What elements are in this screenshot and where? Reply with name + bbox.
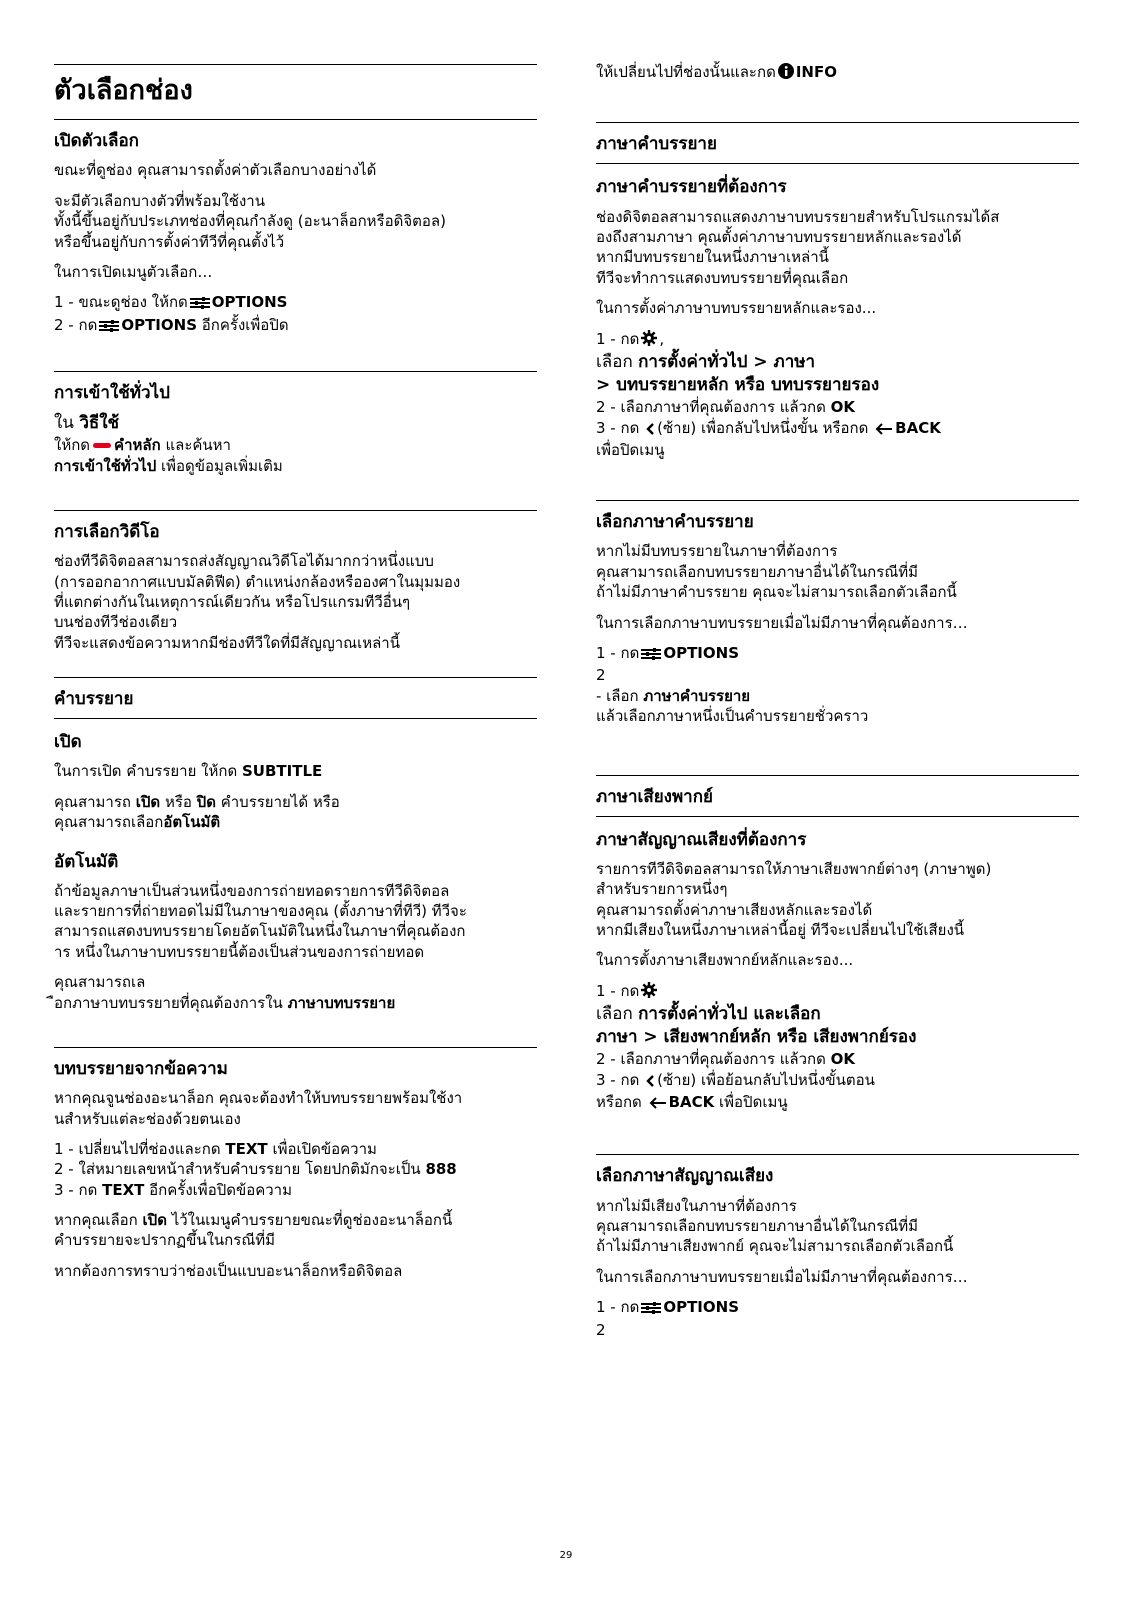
text: 1 - กด	[596, 643, 640, 662]
step-1-line-3: ภาษา > เสียงพากย์หลัก หรือ เสียงพากย์รอง	[596, 1027, 917, 1048]
step-1-line-2	[596, 1003, 1079, 1026]
text: ให้เปลี่ยนไปที่ช่องนั้นและกด	[596, 63, 776, 81]
text: หรือกด	[596, 1093, 642, 1112]
text: 2 - เลือกภาษาที่คุณต้องการ แล้วกด	[596, 398, 826, 417]
gear-icon	[641, 982, 657, 1003]
text: 2 - เลือกภาษาที่คุณต้องการ แล้วกด	[596, 1050, 826, 1069]
bold-text: ภาษาบทบรรยาย	[287, 993, 396, 1012]
text: ใน	[54, 413, 74, 434]
paragraph: หากไม่มีบทบรรยายในภาษาที่ต้องการ คุณสามารถเลือกบทบรรยายภาษาอื่นได้ในกรณีที่มี ถ้าไม่มีภาษาคำบรรยาย คุณจะไม่สามารถเลือกตัวเลือกนี้	[596, 542, 957, 602]
paragraph: ถ้าข้อมูลภาษาเป็นส่วนหนึ่งของการถ่ายทอดรายการทีวีดิจิตอล และรายการที่ถ่ายทอดไม่มีในภาษาของคุณ (ตั้งภาษาที่ทีวี) ทีวีจะ สามารถแสดงบทบรรยายโดยอัตโนมัติในหนึ่งในภาษาที่คุณต้องก าร หนึ่งในภาษาบทบรรยายนี้ต้องเป็นส่วนของการถ่ายทอด	[54, 881, 467, 961]
step-text: อีกครั้งเพื่อปิด	[201, 315, 289, 334]
step-3	[54, 1180, 537, 1200]
step-3-line-2: เพื่อปิดเมนู	[596, 440, 665, 459]
bold-text: ภาษาคำบรรยาย	[643, 686, 751, 705]
text: 3 - กด	[596, 418, 640, 437]
step-1: 1 - กด ,	[596, 329, 1079, 351]
paragraph: ในการเปิดเมนูตัวเลือก…	[54, 263, 213, 282]
paragraph: คุณสามารถเล	[54, 973, 146, 992]
key-label: OPTIONS	[663, 1298, 739, 1317]
text: เพื่อเปิดข้อความ	[272, 1139, 377, 1158]
bold-text: เปิด	[142, 1211, 167, 1230]
accessibility-line-2	[54, 435, 537, 455]
page-title: ตัวเลือกช่อง	[54, 75, 193, 106]
text: ไว้ในเมนูคำบรรยายขณะที่ดูช่องอะนาล็อกนี้	[171, 1211, 453, 1230]
paragraph: ในการตั้งค่าภาษาบทบรรยายหลักและรอง...	[596, 299, 877, 318]
step-1	[54, 1139, 537, 1159]
text: 1 - กด	[596, 1298, 640, 1317]
section-heading-accessibility: การเข้าใช้ทั่วไป	[54, 383, 170, 404]
back-arrow-icon	[875, 420, 893, 440]
section-heading-select-audio: เลือกภาษาสัญญาณเสียง	[596, 1166, 774, 1187]
paragraph: หากต้องการทราบว่าช่องเป็นแบบอะนาล็อกหรือดิจิตอล	[54, 1261, 403, 1280]
step-text: 2 - กด	[54, 315, 98, 334]
back-arrow-icon	[649, 1094, 667, 1114]
section-heading-video-selection: การเลือกวิดีโอ	[54, 522, 160, 543]
paragraph: ในการเลือกภาษาบทบรรยายเมื่อไม่มีภาษาที่คุณต้องการ…	[596, 1267, 968, 1286]
text: 1 - กด	[596, 329, 640, 348]
paragraph: ในการตั้งภาษาเสียงพากย์หลักและรอง...	[596, 951, 854, 970]
text: 1 - กด	[596, 981, 640, 1000]
section-heading-select-subtitle: เลือกภาษาคำบรรยาย	[596, 512, 754, 533]
key-label: BACK	[668, 1093, 715, 1112]
text: ือกภาษาบทบรรยายที่คุณต้องการใน	[54, 993, 283, 1012]
chevron-left-icon	[646, 420, 655, 440]
paragraph: ช่องทีวีดิจิตอลสามารถส่งสัญญาณวิดีโอได้มากกว่าหนึ่งแบบ (การออกอากาศแบบมัลติฟีด) ตำแหน่งกล้องหรือองศาในมุมมอง ที่แตกต่างกันในเหตุการณ์เดียวกัน หรือโปรแกรมทีวีอื่นๆ บนช่องทีวีช่องเดียว ทีวีจะแสดงข้อความหากมีช่องทีวีใดที่มีสัญญาณเหล่านี้	[54, 552, 461, 652]
section-heading-audio-language: ภาษาเสียงพากย์	[596, 786, 713, 807]
key-label: OPTIONS	[211, 293, 288, 312]
step-2	[596, 397, 1079, 417]
text: ให้กด	[54, 436, 91, 455]
step-2	[54, 315, 537, 337]
subheading-preferred-subtitle: ภาษาคำบรรยายที่ต้องการ	[596, 177, 787, 198]
subheading-auto: อัตโนมัติ	[54, 851, 119, 872]
steps-list	[54, 1139, 537, 1200]
text: และค้นหา	[165, 436, 231, 455]
key-label: OPTIONS	[663, 643, 739, 662]
section-heading-text-subtitles: บทบรรยายจากข้อความ	[54, 1059, 228, 1080]
text: เลือก	[596, 1004, 633, 1025]
step-1	[596, 1297, 1079, 1319]
paragraph: ช่องดิจิตอลสามารถแสดงภาษาบทบรรยายสำหรับโปรแกรมได้ส องถึงสามภาษา คุณตั้งค่าภาษาบทบรรยายหลักและรองได้ หากมีบทบรรยายในหนึ่งภาษาเหล่านี้ ทีวีจะทำการแสดงบทบรรยายที่คุณเลือก	[596, 207, 1000, 287]
step-1	[596, 643, 1079, 665]
bold-text: การตั้งค่าทั่วไป และเลือก	[638, 1004, 821, 1025]
key-label: 888	[425, 1160, 457, 1179]
paragraph: จะมีตัวเลือกบางตัวที่พร้อมใช้งาน ทั้งนี้ขึ้นอยู่กับประเภทช่องที่คุณกำลังดู (อะนาล็อกหรือดิจิตอล) หรือขึ้นอยู่กับการตั้งค่าทีวีที่คุณตั้งไว้	[54, 191, 446, 251]
text: คุณสามารถ	[54, 792, 131, 811]
section-heading-subtitle-language: ภาษาคำบรรยาย	[596, 134, 717, 155]
paragraph	[54, 1210, 537, 1230]
key-label: OK	[830, 398, 856, 417]
step-1-line-3: > บทบรรยายหลัก หรือ บทบรรยายรอง	[596, 375, 880, 396]
chevron-left-icon	[646, 1072, 655, 1092]
text: เพื่อดูข้อมูลเพิ่มเติม	[161, 456, 283, 475]
text: (ซ้าย) เพื่อกลับไปหนึ่งขั้น หรือกด	[657, 418, 869, 437]
step-text: 1 - ขณะดูช่อง ให้กด	[54, 293, 188, 312]
bold-text: วิธีใช้	[79, 413, 120, 434]
continued-line	[596, 62, 1079, 84]
bold-text: ปิด	[196, 792, 216, 811]
subheading-preferred-audio: ภาษาสัญญาณเสียงที่ต้องการ	[596, 829, 807, 850]
bold-text: อัตโนมัติ	[163, 813, 221, 832]
step-2-number: 2	[596, 1320, 606, 1339]
step-1	[54, 292, 537, 314]
key-label: TEXT	[102, 1180, 145, 1199]
text: เลือก	[596, 351, 633, 372]
text: ในการเปิด คำบรรยาย ให้กด	[54, 762, 238, 781]
steps-list	[54, 292, 537, 337]
step-1	[596, 981, 1079, 1003]
step-2-number: 2	[596, 666, 606, 685]
gear-icon	[641, 330, 657, 351]
left-column	[54, 64, 537, 1291]
text: - เลือก	[596, 686, 639, 705]
bold-text: การตั้งค่าทั่วไป > ภาษา	[638, 351, 816, 372]
section-heading-open-options: เปิดตัวเลือก	[54, 131, 139, 152]
text: คำบรรยายได้ หรือ	[220, 792, 340, 811]
bold-text: เปิด	[135, 792, 161, 811]
info-icon	[778, 63, 794, 84]
text: 3 - กด	[54, 1180, 98, 1199]
text: หรือ	[164, 792, 192, 811]
paragraph	[54, 761, 537, 781]
text: (ซ้าย) เพื่อย้อนกลับไปหนึ่งขั้นตอน	[657, 1070, 875, 1089]
paragraph	[54, 812, 537, 832]
steps-list	[596, 329, 1079, 461]
text: 1 - เปลี่ยนไปที่ช่องและกด	[54, 1139, 221, 1158]
key-label: BACK	[895, 418, 941, 437]
steps-list	[596, 981, 1079, 1115]
paragraph: รายการทีวีดิจิตอลสามารถให้ภาษาเสียงพากย์ต่างๆ (ภาษาพูด) สำหรับรายการหนึ่งๆ คุณสามารถตั้งค่าภาษาเสียงหลักและรองได้ หากมีเสียงในหนึ่งภาษาเหล่านี้อยู่ ทีวีจะเปลี่ยนไปใช้เสียงนี้	[596, 859, 992, 939]
accessibility-line-3	[54, 456, 537, 476]
bold-text: คำหลัก	[114, 436, 161, 455]
paragraph	[54, 993, 537, 1013]
step-2	[596, 686, 1079, 706]
step-3-line-2	[596, 1092, 1079, 1114]
key-label: TEXT	[225, 1139, 268, 1158]
text: หากคุณเลือก	[54, 1211, 138, 1230]
step-2-line-2: แล้วเลือกภาษาหนึ่งเป็นคำบรรยายชั่วคราว	[596, 707, 869, 726]
key-label: SUBTITLE	[241, 762, 323, 781]
paragraph	[54, 792, 537, 812]
options-icon	[641, 1299, 661, 1319]
options-icon	[641, 645, 661, 665]
red-key-icon	[93, 443, 111, 448]
text: 2 - ใส่หมายเลขหน้าสำหรับคำบรรยาย โดยปกติมักจะเป็น	[54, 1160, 421, 1179]
key-label: OPTIONS	[121, 315, 197, 334]
paragraph: หากไม่มีเสียงในภาษาที่ต้องการ คุณสามารถเลือกบทบรรยายภาษาอื่นได้ในกรณีที่มี ถ้าไม่มีภาษาเสียงพากย์ คุณจะไม่สามารถเลือกตัวเลือกนี้	[596, 1196, 954, 1256]
subheading-on: เปิด	[54, 732, 82, 753]
step-2	[54, 1159, 537, 1179]
paragraph: คำบรรยายจะปรากฏขึ้นในกรณีที่มี	[54, 1231, 276, 1250]
paragraph: ในการเลือกภาษาบทบรรยายเมื่อไม่มีภาษาที่คุณต้องการ…	[596, 613, 968, 632]
step-3	[596, 418, 1079, 440]
text: เพื่อปิดเมนู	[719, 1093, 788, 1112]
right-column	[596, 62, 1079, 1340]
accessibility-line-1	[54, 412, 537, 435]
paragraph: หากคุณจูนช่องอะนาล็อก คุณจะต้องทำให้บทบรรยายพร้อมใช้งา นสำหรับแต่ละช่องด้วยตนเอง	[54, 1089, 463, 1128]
options-icon	[190, 294, 210, 314]
bold-text: การเข้าใช้ทั่วไป	[54, 456, 157, 475]
key-label: OK	[830, 1050, 856, 1069]
text: คุณสามารถเลือก	[54, 813, 164, 832]
page-number: 29	[559, 1550, 573, 1561]
paragraph: ขณะที่ดูช่อง คุณสามารถตั้งค่าตัวเลือกบางอย่างได้	[54, 161, 377, 180]
options-icon	[99, 317, 119, 337]
text: 3 - กด	[596, 1070, 640, 1089]
text: อีกครั้งเพื่อปิดข้อความ	[149, 1180, 292, 1199]
section-heading-subtitles: คำบรรยาย	[54, 689, 134, 710]
key-label: INFO	[795, 63, 837, 81]
step-2	[596, 1049, 1079, 1069]
step-3	[596, 1070, 1079, 1092]
step-1-line-2	[596, 351, 1079, 374]
